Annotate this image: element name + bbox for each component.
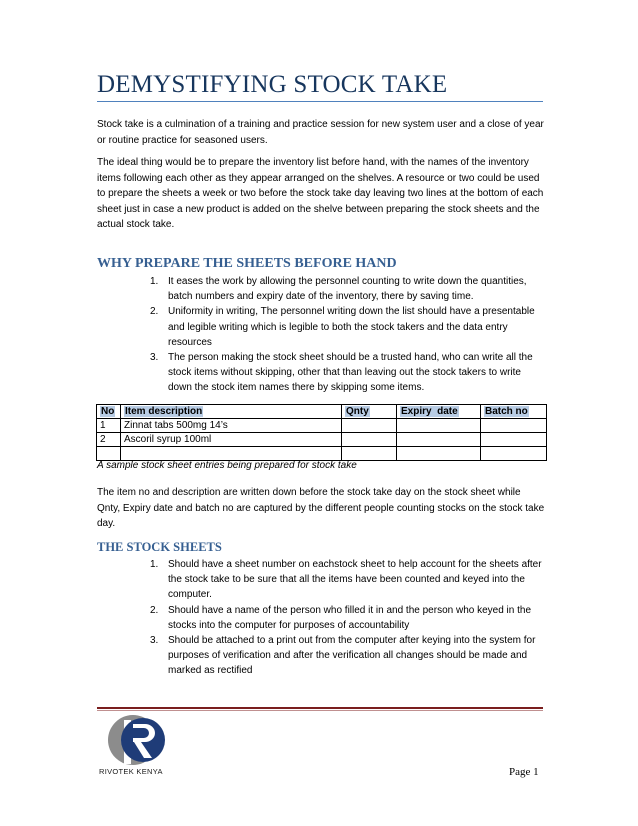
list-text: It eases the work by allowing the personnel counting to write down the quantities, batch numbers and expiry date of the inventory, there by saving time. [168, 276, 527, 303]
table-cell: 2 [97, 433, 121, 447]
list-item [150, 557, 545, 603]
table-cell [342, 447, 397, 461]
table-row [97, 433, 547, 447]
table-row [97, 447, 547, 461]
page-number: Page 1 [509, 766, 539, 778]
footer-rule-thin [97, 710, 543, 711]
table-cell [397, 419, 481, 433]
list-text: Should be attached to a print out from the computer after keying into the system for purposes of verification and after the verification all changes should be made and marked as rectified [168, 635, 536, 677]
list-text: Should have a name of the person who filled it in and the person who keyed in the stocks into the computer for purposes of accountability [168, 604, 532, 631]
footer-rule [97, 707, 543, 709]
list-item [150, 633, 545, 679]
list-item [150, 350, 545, 396]
sample-stock-sheet-table [96, 404, 547, 461]
list-item [150, 274, 545, 304]
table-cell [481, 419, 547, 433]
header-item-description: Item description [121, 405, 342, 419]
table-header-row [97, 405, 547, 419]
header-batch-no: Batch no [481, 405, 547, 419]
section-heading-stock-sheets: THE STOCK SHEETS [97, 540, 222, 554]
table-cell: Zinnat tabs 500mg 14’s [121, 419, 342, 433]
table-cell [121, 447, 342, 461]
list-number: 1. [150, 559, 159, 570]
list-text: The person making the stock sheet should be a trusted hand, who can write all the stock items without skipping, other that than leaving out the stock takers to write down the stock item names there by skipping some items. [168, 352, 533, 394]
list-number: 3. [150, 352, 159, 364]
table-cell: Ascoril syrup 100ml [121, 433, 342, 447]
list-item [150, 603, 545, 633]
table-cell [481, 433, 547, 447]
list-number: 1. [150, 276, 159, 287]
intro-paragraph-1: Stock take is a culmination of a training and practice session for new system user and a close of year or routine practice for seasoned users. [97, 119, 544, 146]
list-number: 3. [150, 635, 159, 647]
table-cell [342, 419, 397, 433]
logo-text: RIVOTEK KENYA [99, 767, 163, 776]
header-expiry-date: Expiry date [397, 405, 481, 419]
header-no: No [97, 405, 121, 419]
table-cell [97, 447, 121, 461]
table-row [97, 419, 547, 433]
list-item [150, 304, 545, 350]
table-caption: A sample stock sheet entries being prepared for stock take [97, 460, 357, 471]
section-heading-why-prepare: WHY PREPARE THE SHEETS BEFORE HAND [97, 256, 397, 271]
table-cell [397, 447, 481, 461]
stock-sheets-list [150, 557, 545, 679]
list-text: Uniformity in writing, The personnel writing down the list should have a presentable and legible writing which is legible to both the stock takers and the data entry resources [168, 306, 535, 348]
table-cell: 1 [97, 419, 121, 433]
title-underline [97, 101, 543, 102]
after-table-paragraph: The item no and description are written down before the stock take day on the stock sheet while Qnty, Expiry date and batch no are captured by the different people counting stocks on the stock take day. [97, 487, 545, 529]
why-prepare-list [150, 274, 545, 396]
intro-paragraph-2: The ideal thing would be to prepare the inventory list before hand, with the names of the inventory items following each other as they appear arranged on the shelves. A resource or two could be used to prepare the sheets a week or two before the stock take day leaving two lines at the bottom of each sheet just in case a new product is added on the shelve between preparing the stock sheets and the actual stock take. [97, 157, 544, 230]
list-number: 2. [150, 306, 159, 318]
table-cell [481, 447, 547, 461]
document-title: DEMYSTIFYING STOCK TAKE [97, 71, 448, 98]
table-cell [397, 433, 481, 447]
list-number: 2. [150, 604, 159, 616]
header-qnty: Qnty [342, 405, 397, 419]
list-text: Should have a sheet number on eachstock sheet to help account for the sheets after the stock take to be sure that all the items have been counted and keyed into the computer. [168, 559, 542, 601]
table-cell [342, 433, 397, 447]
